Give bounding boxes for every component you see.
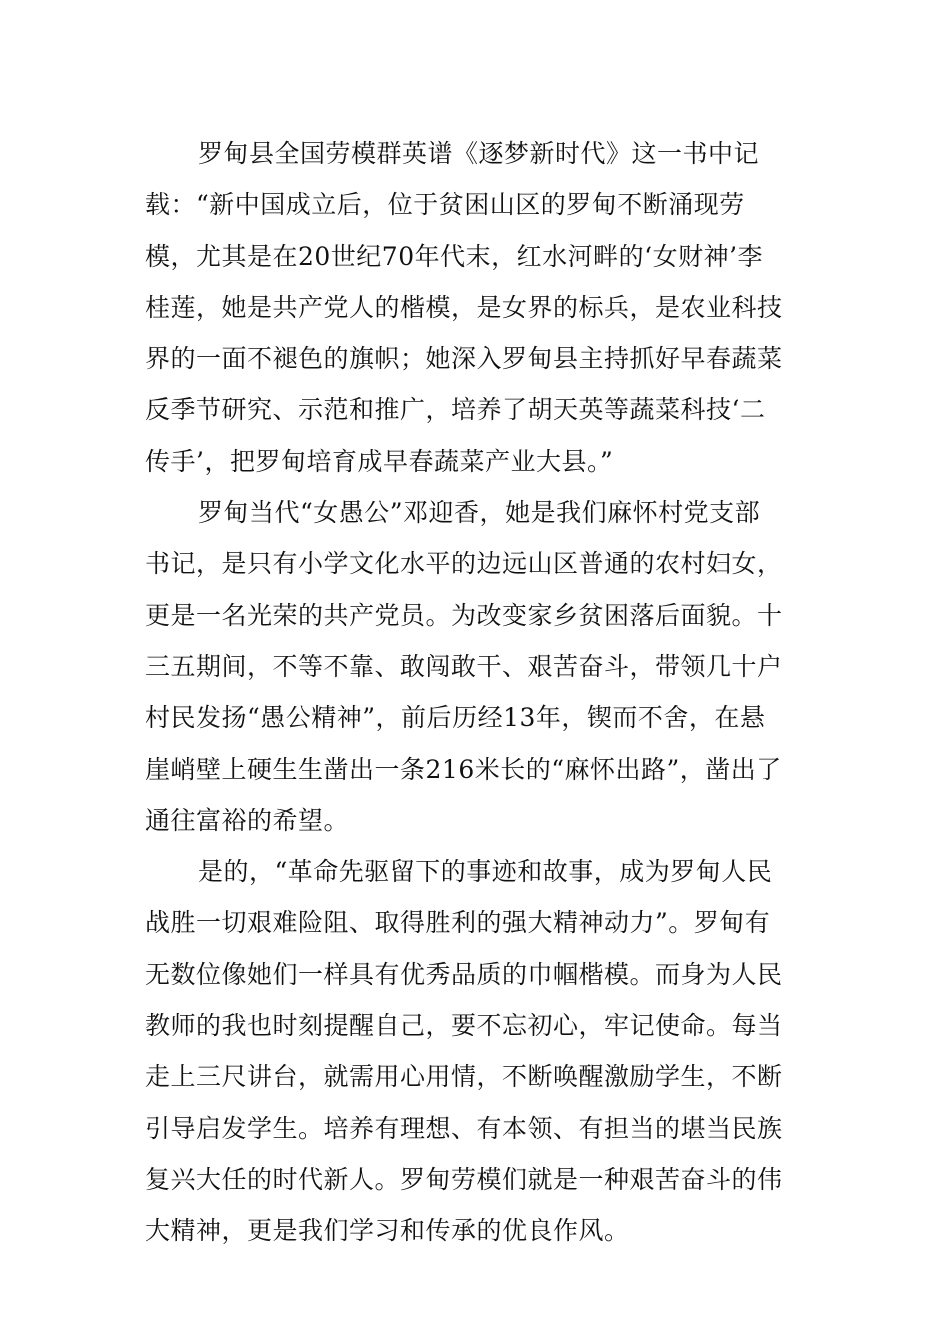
text-line: 是的，“革命先驱留下的事迹和故事，成为罗甸人民	[198, 857, 773, 887]
text-line: 战胜一切艰难险阻、取得胜利的强大精神动力”。罗甸有	[145, 908, 771, 938]
text-line: 载：“新中国成立后，位于贫困山区的罗甸不断涌现劳	[145, 190, 745, 220]
text-line: 罗甸当代“女愚公”邓迎香，她是我们麻怀村党支部	[198, 498, 761, 528]
text-line: 传手’，把罗甸培育成早春蔬菜产业大县。”	[145, 446, 614, 476]
paragraph-1	[145, 128, 825, 487]
text-line: 教师的我也时刻提醒自己，要不忘初心，牢记使命。每当	[145, 1011, 783, 1041]
text-line: 反季节研究、示范和推广，培养了胡天英等蔬菜科技‘二	[145, 395, 766, 425]
text-line: 走上三尺讲台，就需用心用情，不断唤醒激励学生，不断	[145, 1062, 783, 1092]
paragraph-2	[145, 487, 825, 846]
paragraph-3	[145, 846, 825, 1256]
text-line: 无数位像她们一样具有优秀品质的巾帼楷模。而身为人民	[145, 959, 783, 989]
text-line: 更是一名光荣的共产党员。为改变家乡贫困落后面貌。十	[145, 600, 783, 630]
text-line: 书记，是只有小学文化水平的边远山区普通的农村妇女，	[145, 549, 783, 579]
text-line: 模，尤其是在20世纪70年代末，红水河畔的‘女财神’李	[145, 241, 764, 271]
text-line: 通往富裕的希望。	[145, 805, 350, 835]
text-line: 崖峭壁上硬生生凿出一条216米长的“麻怀出路”，凿出了	[145, 754, 782, 784]
text-line: 引导启发学生。培养有理想、有本领、有担当的堪当民族	[145, 1113, 783, 1143]
text-line: 桂莲，她是共产党人的楷模，是女界的标兵，是农业科技	[145, 292, 783, 322]
text-line: 大精神，更是我们学习和传承的优良作风。	[145, 1216, 630, 1246]
text-line: 村民发扬“愚公精神”，前后历经13年，锲而不舍，在悬	[145, 703, 766, 733]
text-line: 罗甸县全国劳模群英谱《逐梦新时代》这一书中记	[198, 139, 760, 168]
text-line: 复兴大任的时代新人。罗甸劳模们就是一种艰苦奋斗的伟	[145, 1164, 783, 1194]
text-line: 三五期间，不等不靠、敢闯敢干、艰苦奋斗，带领几十户	[145, 651, 783, 681]
text-line: 界的一面不褪色的旗帜；她深入罗甸县主持抓好早春蔬菜	[145, 344, 783, 374]
body-text	[145, 128, 825, 1257]
